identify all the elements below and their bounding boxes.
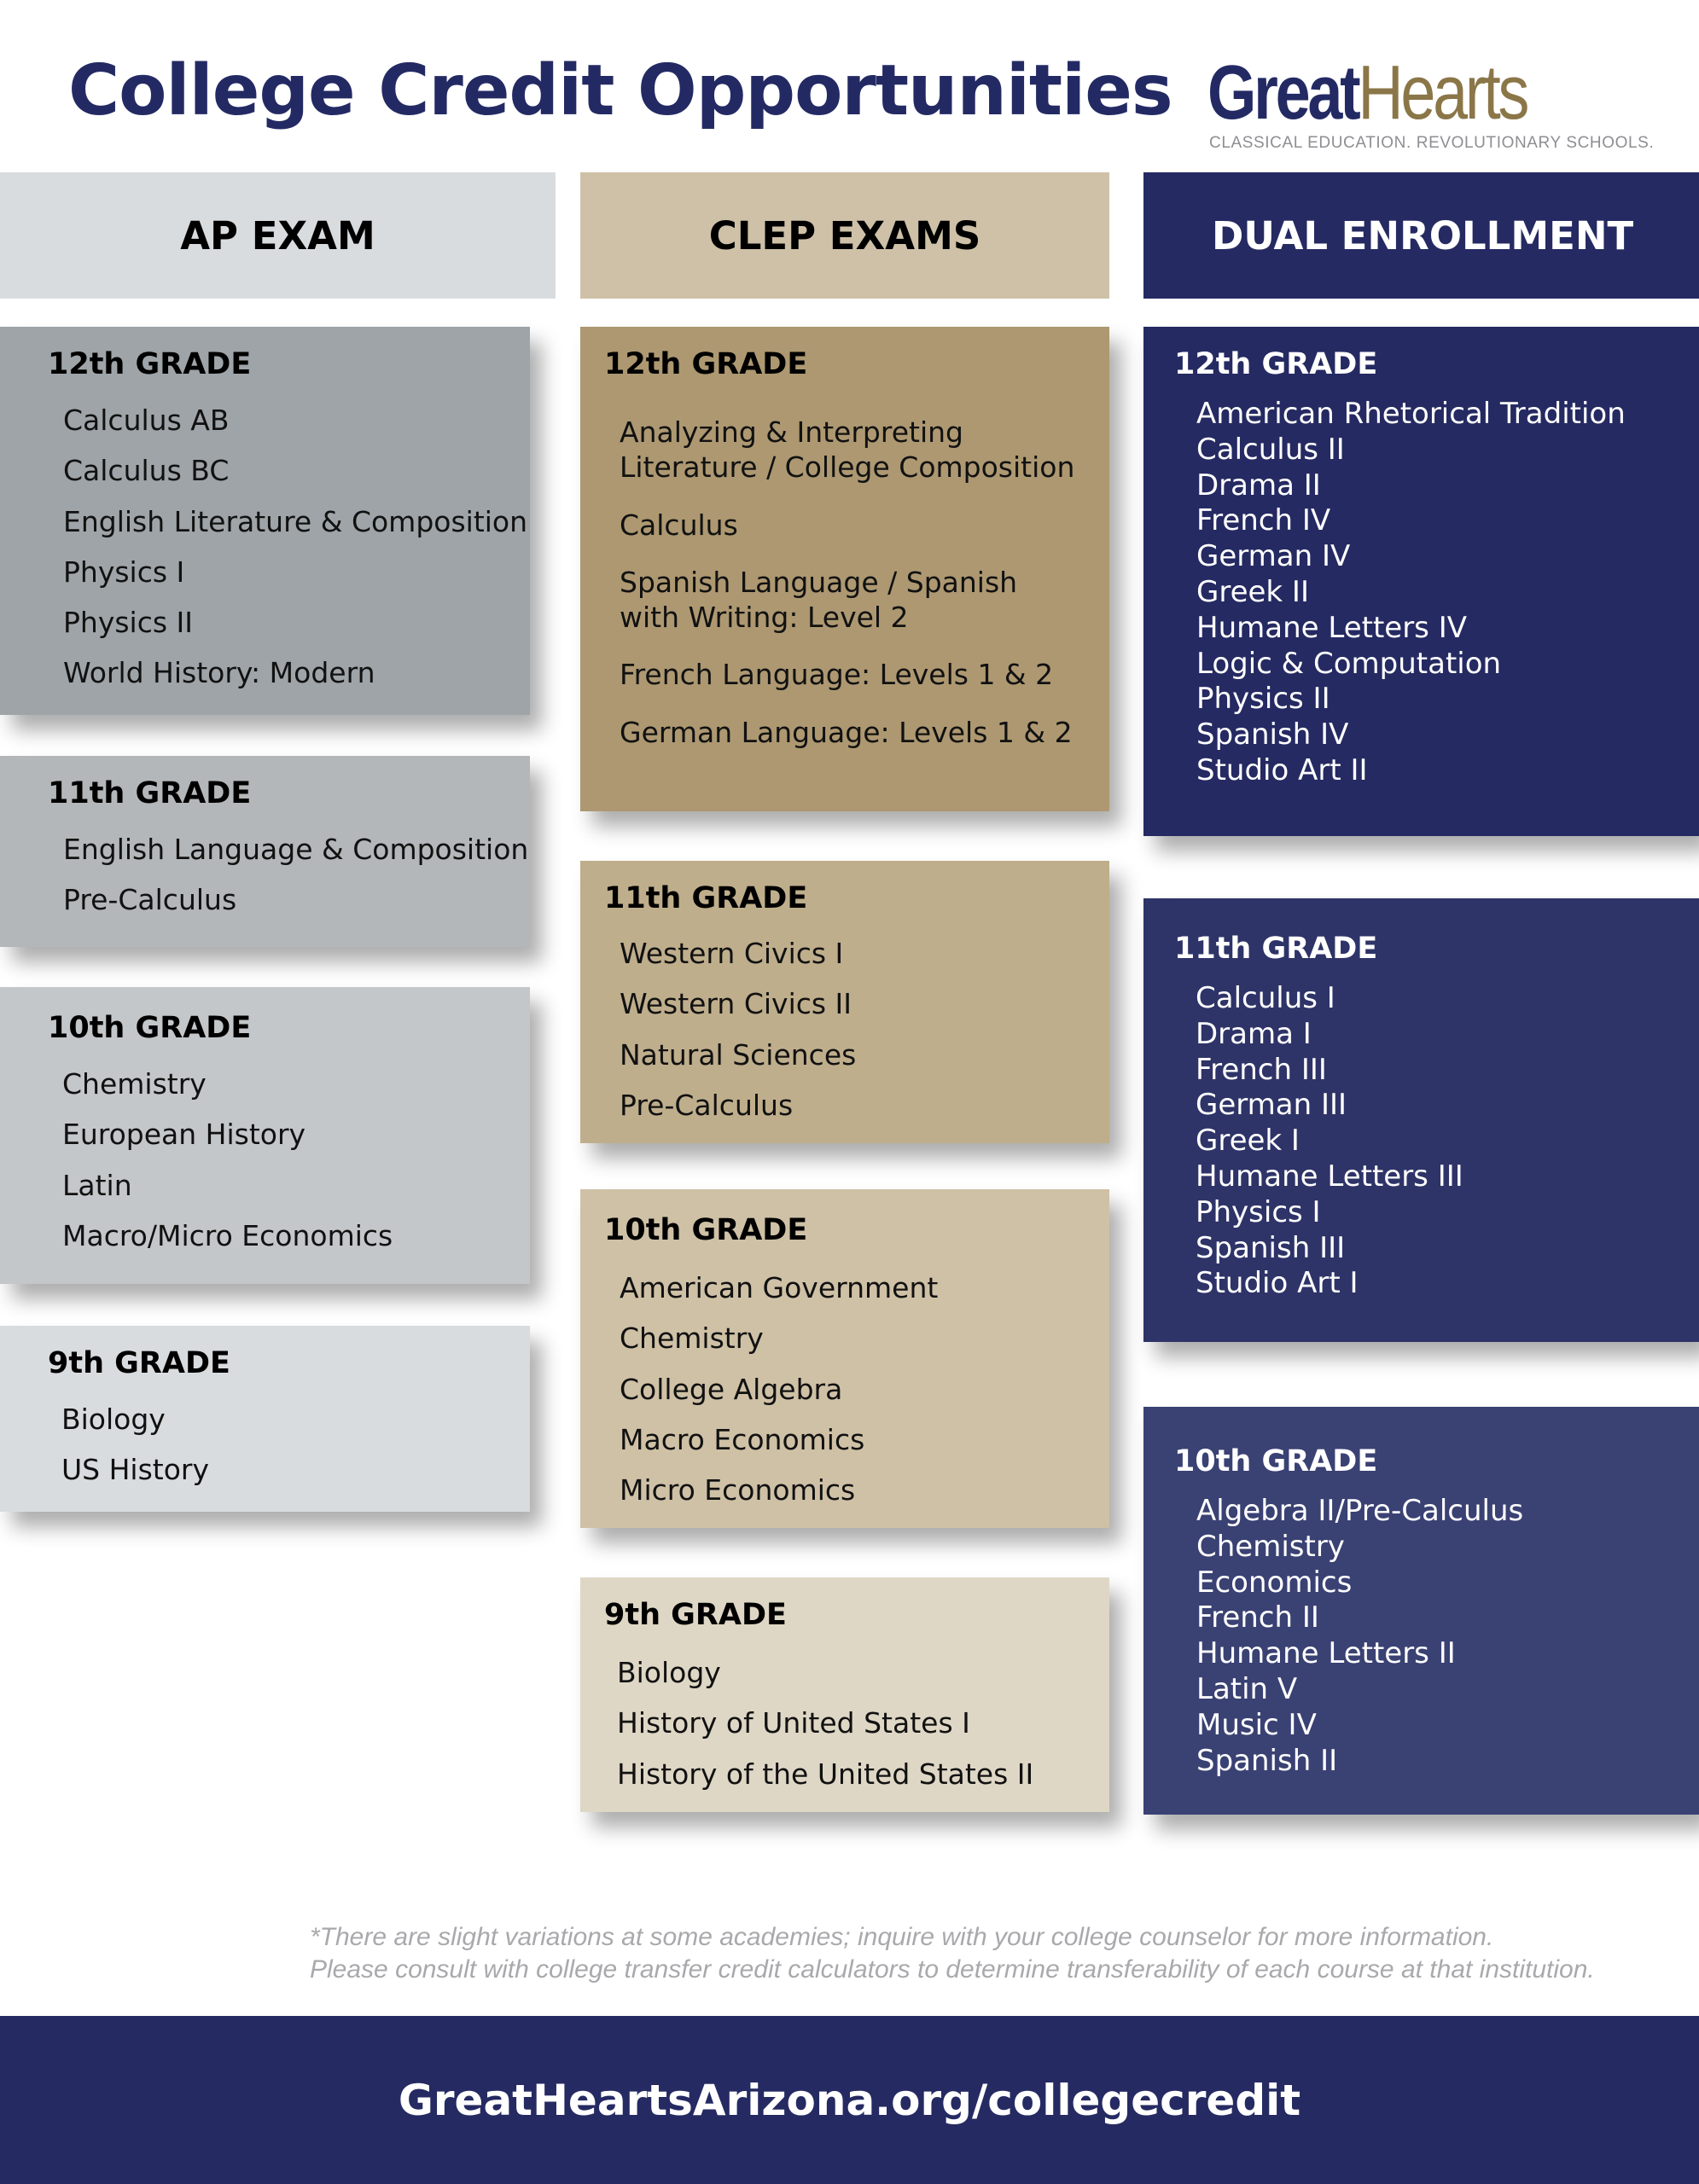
course-item: Spanish IV [1196,717,1349,752]
course-item: Humane Letters IV [1196,610,1467,645]
course-item: Calculus AB [63,404,230,437]
course-item: US History [61,1453,209,1487]
grade-label: 11th GRADE [1174,932,1378,966]
greathearts-logo [1207,50,1655,157]
course-item: Chemistry [1196,1529,1345,1564]
course-item: Spanish Language / Spanish with Writing: Level 2 [620,565,1018,634]
course-item: Macro Economics [620,1422,865,1456]
course-item: German III [1196,1088,1347,1123]
logo-hearts-text: Hearts [1358,50,1527,136]
course-item: Greek II [1196,574,1309,609]
college-credit-link[interactable]: GreatHeartsArizona.org/collegecredit [398,2075,1301,2125]
course-item: Calculus [620,508,738,542]
course-item: Natural Sciences [620,1037,857,1072]
grade-label: 12th GRADE [48,347,252,381]
grade-label: 12th GRADE [1174,347,1378,381]
course-item: Studio Art II [1196,752,1368,787]
course-item: Macro/Micro Economics [62,1218,393,1252]
logo-great-text: Great [1207,50,1359,136]
course-item: World History: Modern [63,656,375,690]
course-item: Micro Economics [620,1473,856,1507]
dual-12th-grade-box [1143,327,1699,836]
course-item: Pre-Calculus [620,1088,794,1122]
course-item: Latin V [1196,1671,1298,1706]
grade-label: 9th GRADE [604,1598,787,1632]
course-item: Latin [62,1168,132,1202]
course-item: History of the United States II [617,1757,1034,1791]
course-item: French II [1196,1600,1319,1635]
clep-12th-grade-box [580,327,1109,811]
course-item: Biology [617,1656,721,1689]
clep-9th-grade-box [580,1577,1109,1812]
ap-11th-grade-box [0,756,530,947]
grade-label: 12th GRADE [604,347,808,381]
course-item: Biology [61,1403,166,1436]
grade-label: 10th GRADE [604,1213,808,1247]
course-item: Chemistry [62,1067,207,1101]
course-item: Pre-Calculus [63,883,237,917]
course-item: American Rhetorical Tradition [1196,397,1626,431]
course-item: Physics I [1196,1194,1321,1229]
logo-tagline: CLASSICAL EDUCATION. REVOLUTIONARY SCHOOLS. [1209,134,1655,152]
course-item: German IV [1196,539,1351,574]
clep-10th-grade-box [580,1189,1109,1528]
grade-label: 11th GRADE [604,881,808,915]
course-item: Economics [1196,1565,1353,1600]
course-item: English Literature & Composition [63,504,528,538]
course-item: European History [62,1118,306,1152]
ap-10th-grade-box [0,987,530,1284]
dual-10th-grade-box [1143,1407,1699,1815]
course-item: French III [1196,1052,1327,1087]
course-item: Drama II [1196,468,1321,502]
clep-exams-header: CLEP EXAMS [580,172,1109,299]
course-item: Physics II [1196,682,1330,717]
course-item: Algebra II/Pre-Calculus [1196,1494,1524,1528]
page-title: College Credit Opportunities [68,50,1172,131]
course-item: French IV [1196,503,1331,538]
footnote-line-1: *There are slight variations at some academies; inquire with your college counselor for more information. [310,1923,1494,1951]
footnote [310,1921,1675,1986]
course-item: Studio Art I [1196,1266,1359,1301]
course-item: Calculus I [1196,981,1335,1015]
grade-label: 9th GRADE [48,1346,230,1380]
course-item: College Algebra [620,1372,843,1406]
course-item: Calculus II [1196,432,1345,467]
course-item: American Government [620,1271,939,1304]
course-item: Humane Letters III [1196,1159,1463,1194]
ap-9th-grade-box [0,1326,530,1512]
course-item: History of United States I [617,1706,970,1740]
course-item: French Language: Levels 1 & 2 [620,658,1054,692]
course-item: Analyzing & Interpreting Literature / College Composition [620,415,1075,485]
grade-label: 10th GRADE [48,1011,252,1045]
course-item: Humane Letters II [1196,1636,1456,1671]
course-item: Calculus BC [63,454,230,488]
course-item: Western Civics I [620,937,844,970]
course-item: Western Civics II [620,987,852,1021]
course-item: Music IV [1196,1707,1317,1742]
course-item: Greek I [1196,1124,1300,1159]
clep-11th-grade-box [580,861,1109,1143]
course-item: Spanish II [1196,1743,1338,1778]
dual-11th-grade-box [1143,898,1699,1342]
course-item: Chemistry [620,1321,764,1356]
grade-label: 10th GRADE [1174,1444,1378,1478]
footer-bar [0,2016,1699,2184]
course-item: Drama I [1196,1016,1312,1051]
ap-12th-grade-box [0,327,530,715]
course-item: Spanish III [1196,1230,1346,1265]
course-item: Physics II [63,606,193,639]
course-item: English Language & Composition [63,833,529,866]
course-item: Logic & Computation [1196,646,1502,681]
course-item: German Language: Levels 1 & 2 [620,715,1073,749]
course-item: Physics I [63,555,185,589]
grade-label: 11th GRADE [48,776,252,810]
footnote-line-2: Please consult with college transfer credit calculators to determine transferability of each course at that institution. [310,1955,1595,1984]
dual-enrollment-header: DUAL ENROLLMENT [1143,172,1699,299]
ap-exam-header: AP EXAM [0,172,556,299]
